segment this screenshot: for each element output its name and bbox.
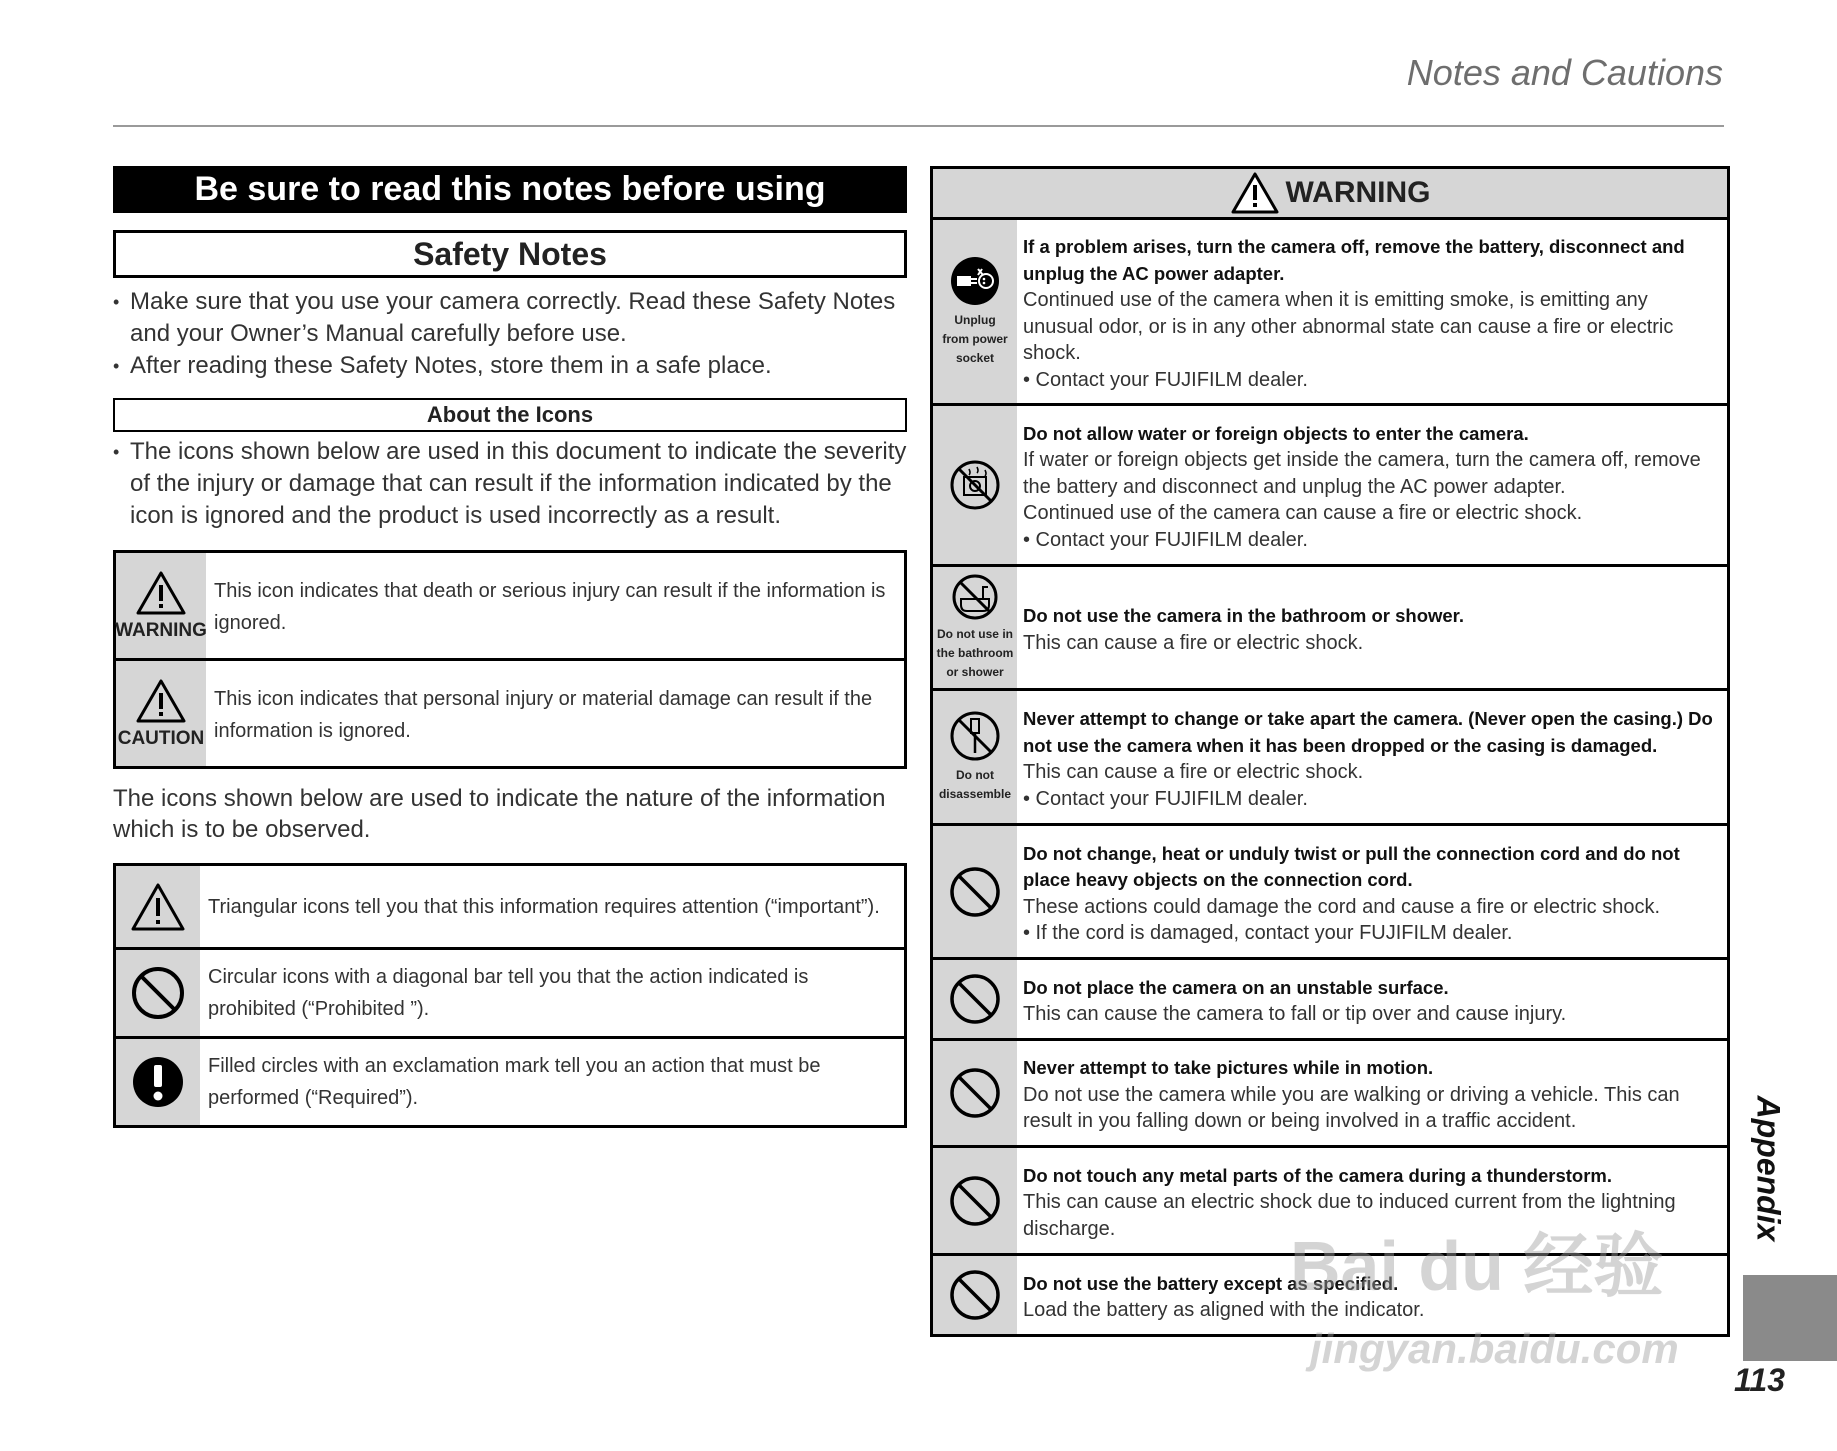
left-column — [113, 166, 907, 1128]
warning-triangle-icon — [1230, 171, 1280, 215]
warning-body: • Contact your FUJIFILM dealer. — [1023, 787, 1308, 810]
nature-text: Filled circles with an exclamation mark tell you an action that must be performed (“Required”). — [208, 1055, 821, 1109]
prohibited-icon — [948, 865, 1002, 919]
warning-body: Continued use of the camera when it is emitting smoke, is emitting any unusual odor, or is in any other abnormal state can cause a fire or electric shock. — [1023, 289, 1674, 364]
page-section-title: Notes and Cautions — [1406, 52, 1723, 93]
warning-heading: Do not allow water or foreign objects to enter the camera. — [1023, 422, 1529, 444]
no-water-icon — [949, 459, 1001, 511]
legend-row-caution — [116, 658, 904, 766]
appendix-label: Appendix — [1750, 1095, 1787, 1242]
warning-body: This can cause the camera to fall or tip over and cause injury. — [1023, 1003, 1567, 1025]
no-bathroom-icon — [949, 573, 1001, 621]
warning-heading: Do not place the camera on an unstable surface. — [1023, 976, 1449, 998]
list-item: • After reading these Safety Notes, store them in a safe place. — [113, 350, 907, 382]
icon-caption: Unplug — [954, 313, 996, 327]
legend-row-warning — [116, 553, 904, 658]
warning-triangle-icon — [135, 570, 187, 616]
watermark-logo: Bai du 经验 — [1290, 1227, 1664, 1305]
table-row — [933, 220, 1727, 403]
legend-label: WARNING — [115, 619, 207, 641]
required-exclamation-icon — [130, 1054, 186, 1110]
prohibited-icon — [948, 1066, 1002, 1120]
prohibited-icon — [948, 972, 1002, 1026]
warning-heading: Do not use the battery except as specified. — [1023, 1272, 1399, 1294]
warning-body: This can cause an electric shock due to induced current from the lightning discharge. — [1023, 1191, 1676, 1240]
warning-table — [930, 166, 1730, 1337]
safety-notes-title: Safety Notes — [113, 230, 907, 278]
warning-heading: Do not use the camera in the bathroom or shower. — [1023, 605, 1464, 626]
watermark-url: jingyan.baidu.com — [1310, 1325, 1679, 1372]
nature-text: Triangular icons tell you that this information requires attention (“important”). — [208, 895, 880, 918]
table-row — [116, 866, 904, 947]
table-row — [933, 403, 1727, 564]
attention-triangle-icon — [130, 882, 186, 932]
icon-caption: disassemble — [938, 787, 1012, 801]
warning-header — [933, 169, 1727, 220]
nature-text: Circular icons with a diagonal bar tell you that the action indicated is prohibited (“Prohibited ”). — [208, 966, 809, 1020]
warning-body: Do not use the camera while you are walking or driving a vehicle. This can result in you falling down or being involved in a traffic accident. — [1023, 1083, 1680, 1133]
severity-legend — [113, 550, 907, 769]
warning-heading: Never attempt to change or take apart the camera. (Never open the casing.) Do not use the camera when it has been dropped or the casing is damaged. — [1023, 708, 1713, 756]
warning-body: • Contact your FUJIFILM dealer. — [1023, 368, 1308, 391]
warning-heading: Do not touch any metal parts of the camera during a thunderstorm. — [1023, 1164, 1612, 1186]
list-item: • Make sure that you use your camera correctly. Read these Safety Notes and your Owner’s Manual carefully before use. — [113, 286, 907, 350]
prohibited-circle-icon — [130, 965, 186, 1021]
nature-table — [113, 863, 907, 1128]
table-row — [116, 947, 904, 1036]
table-row — [116, 1036, 904, 1125]
warning-heading: Never attempt to take pictures while in motion. — [1023, 1057, 1434, 1079]
warning-body: This can cause a fire or electric shock. — [1023, 761, 1364, 783]
warning-heading: If a problem arises, turn the camera off, remove the battery, disconnect and unplug the AC power adapter. — [1023, 236, 1685, 284]
read-before-banner: Be sure to read this notes before using — [113, 166, 907, 213]
warning-heading: Do not change, heat or unduly twist or pull the connection cord and do not place heavy objects on the connection cord. — [1023, 842, 1680, 890]
caution-triangle-icon — [135, 678, 187, 724]
no-disassemble-icon — [949, 710, 1001, 762]
page-number: 113 — [1734, 1362, 1786, 1398]
table-row — [933, 957, 1727, 1038]
icon-caption: the bathroom — [936, 646, 1014, 660]
warning-body: Load the battery as aligned with the indicator. — [1023, 1299, 1425, 1321]
warning-body: These actions could damage the cord and cause a fire or electric shock. — [1023, 895, 1661, 918]
legend-text: This icon indicates that death or serious injury can result if the information is ignored. — [214, 580, 886, 634]
section-tab-marker — [1743, 1275, 1837, 1361]
list-item: • The icons shown below are used in this document to indicate the severity of the injury or damage that can result if the information indicated by the icon is ignored and the product is used incorrectly as a result. — [113, 436, 907, 532]
warning-body: If water or foreign objects get inside the camera, turn the camera off, remove the battery and disconnect and unplug the AC power adapter. — [1023, 449, 1701, 498]
prohibited-icon — [948, 1268, 1002, 1322]
warning-body: • Contact your FUJIFILM dealer. — [1023, 528, 1308, 551]
warning-body: Continued use of the camera can cause a fire or electric shock. — [1023, 502, 1583, 525]
icon-caption: Do not — [955, 768, 994, 782]
unplug-icon — [949, 255, 1001, 307]
prohibited-icon — [948, 1174, 1002, 1228]
safety-bullets — [113, 286, 907, 382]
table-row — [933, 688, 1727, 823]
header-divider — [113, 125, 1724, 127]
warning-body: This can cause a fire or electric shock. — [1023, 631, 1364, 654]
icon-caption: Do not use in — [936, 627, 1013, 641]
table-row — [933, 564, 1727, 688]
icon-caption: from power — [942, 332, 1008, 346]
icon-caption: or shower — [946, 665, 1004, 679]
appendix-tab — [1748, 1090, 1787, 1250]
icon-caption: socket — [955, 351, 995, 365]
warning-body: • If the cord is damaged, contact your FUJIFILM dealer. — [1023, 922, 1513, 944]
warning-header-label: WARNING — [1285, 176, 1431, 209]
legend-label: CAUTION — [117, 727, 205, 749]
table-row — [933, 1038, 1727, 1145]
legend-text: This icon indicates that personal injury or material damage can result if the information is ignored. — [214, 688, 873, 742]
nature-intro: The icons shown below are used to indicate the nature of the information which is to be observed. — [113, 785, 886, 843]
about-icons-title: About the Icons — [113, 398, 907, 432]
icons-bullets — [113, 436, 907, 532]
table-row — [933, 823, 1727, 957]
